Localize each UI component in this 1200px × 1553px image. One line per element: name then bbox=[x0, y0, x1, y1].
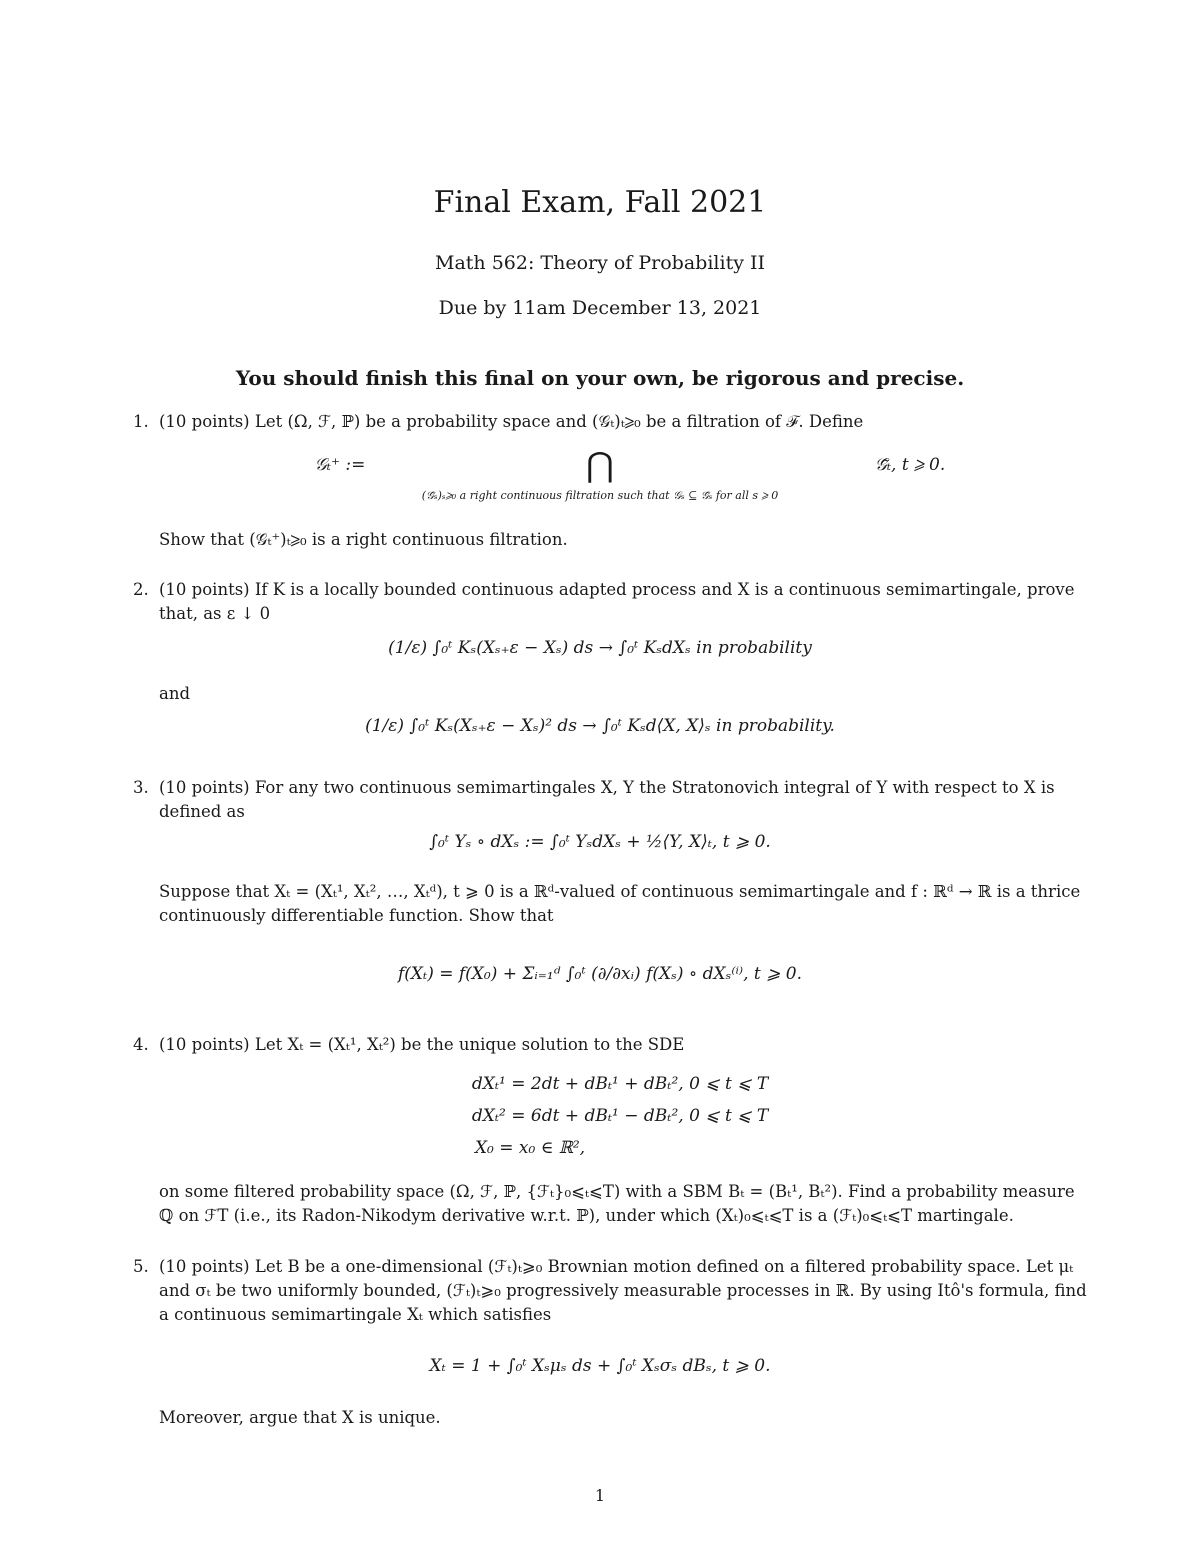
exam-notice: You should finish this final on your own, be rigorous and precise. bbox=[235, 366, 965, 390]
problem-number: 2. bbox=[133, 580, 149, 599]
connector-text: and bbox=[159, 684, 191, 703]
problem-number: 1. bbox=[133, 412, 149, 431]
problem-followup: Moreover, argue that X is unique. bbox=[159, 1408, 441, 1427]
problem-text: (10 points) For any two continuous semimartingales X, Y the Stratonovich integral of Y with respect to X is defined as bbox=[159, 778, 1055, 821]
problem-5 bbox=[133, 1255, 1093, 1327]
equation: (1/ε) ∫₀ᵗ Kₛ(Xₛ₊ε − Xₛ)² ds → ∫₀ᵗ Kₛd⟨X, X⟩ₛ in probability. bbox=[365, 716, 835, 736]
problem-2 bbox=[133, 578, 1093, 626]
page-number: 1 bbox=[594, 1486, 606, 1505]
problem-followup: on some filtered probability space (Ω, ℱ, ℙ, {ℱₜ}₀⩽ₜ⩽T) with a SBM Bₜ = (Bₜ¹, Bₜ²). Find a probability measure ℚ on ℱT (i.e., its Radon-Nikodym derivative w.r.t. ℙ), under which (Xₜ)₀⩽ₜ⩽T is a (ℱₜ)₀⩽ₜ⩽T martingale. bbox=[159, 1182, 1075, 1225]
problem-number: 3. bbox=[133, 778, 149, 797]
problem-1 bbox=[133, 410, 1093, 434]
equation-lhs: 𝒢ₜ⁺ := bbox=[314, 455, 366, 475]
intersection-symbol: ⋂ bbox=[586, 445, 614, 485]
equation: (1/ε) ∫₀ᵗ Kₛ(Xₛ₊ε − Xₛ) ds → ∫₀ᵗ KₛdXₛ in probability bbox=[388, 638, 812, 658]
problem-middle-text: Suppose that Xₜ = (Xₜ¹, Xₜ², …, Xₜᵈ), t ⩾ 0 is a ℝᵈ-valued of continuous semimartingale and f : ℝᵈ → ℝ is a thrice continuously differentiable function. Show that bbox=[159, 882, 1081, 925]
course-name: Math 562: Theory of Probability II bbox=[435, 252, 765, 274]
problem-text: (10 points) Let Xₜ = (Xₜ¹, Xₜ²) be the unique solution to the SDE bbox=[159, 1035, 685, 1054]
problem-text: (10 points) Let B be a one-dimensional (ℱₜ)ₜ⩾₀ Brownian motion defined on a filtered probability space. Let μₜ and σₜ be two uniformly bounded, (ℱₜ)ₜ⩾₀ progressively measurable processes in ℝ. By using Itô's formula, find a continuous semimartingale Xₜ which satisfies bbox=[159, 1257, 1087, 1324]
problem-text: (10 points) If K is a locally bounded continuous adapted process and X is a continuous semimartingale, prove that, as ε ↓ 0 bbox=[159, 580, 1075, 623]
exam-title: Final Exam, Fall 2021 bbox=[433, 185, 767, 220]
equation: f(Xₜ) = f(X₀) + Σᵢ₌₁ᵈ ∫₀ᵗ (∂/∂xᵢ) f(Xₛ) ∘ dXₛ⁽ⁱ⁾, t ⩾ 0. bbox=[397, 964, 803, 984]
sde-line-3: X₀ = x₀ ∈ ℝ², bbox=[474, 1138, 586, 1158]
equation: ∫₀ᵗ Yₛ ∘ dXₛ := ∫₀ᵗ YₛdXₛ + ½⟨Y, X⟩ₜ, t ⩾ 0. bbox=[429, 832, 771, 852]
problem-3 bbox=[133, 776, 1093, 824]
problem-number: 4. bbox=[133, 1035, 149, 1054]
sde-line-2: dXₜ² = 6dt + dBₜ¹ − dBₜ², 0 ⩽ t ⩽ T bbox=[471, 1106, 769, 1126]
problem-followup: Show that (𝒢ₜ⁺)ₜ⩾₀ is a right continuous filtration. bbox=[159, 530, 568, 549]
equation-subscript: (𝒢̃ₛ)ₛ⩾₀ a right continuous filtration such that 𝒢ₛ ⊆ 𝒢̃ₛ for all s ⩾ 0 bbox=[421, 489, 779, 502]
sde-line-1: dXₜ¹ = 2dt + dBₜ¹ + dBₜ², 0 ⩽ t ⩽ T bbox=[471, 1074, 769, 1094]
equation-rhs: 𝒢̃ₜ, t ⩾ 0. bbox=[874, 455, 946, 475]
due-date: Due by 11am December 13, 2021 bbox=[438, 297, 762, 319]
equation: Xₜ = 1 + ∫₀ᵗ Xₛμₛ ds + ∫₀ᵗ Xₛσₛ dBₛ, t ⩾ 0. bbox=[429, 1356, 771, 1376]
problem-4 bbox=[133, 1033, 1093, 1057]
problem-number: 5. bbox=[133, 1257, 149, 1276]
problem-text: (10 points) Let (Ω, ℱ, ℙ) be a probability space and (𝒢ₜ)ₜ⩾₀ be a filtration of ℱ. Define bbox=[159, 412, 864, 431]
